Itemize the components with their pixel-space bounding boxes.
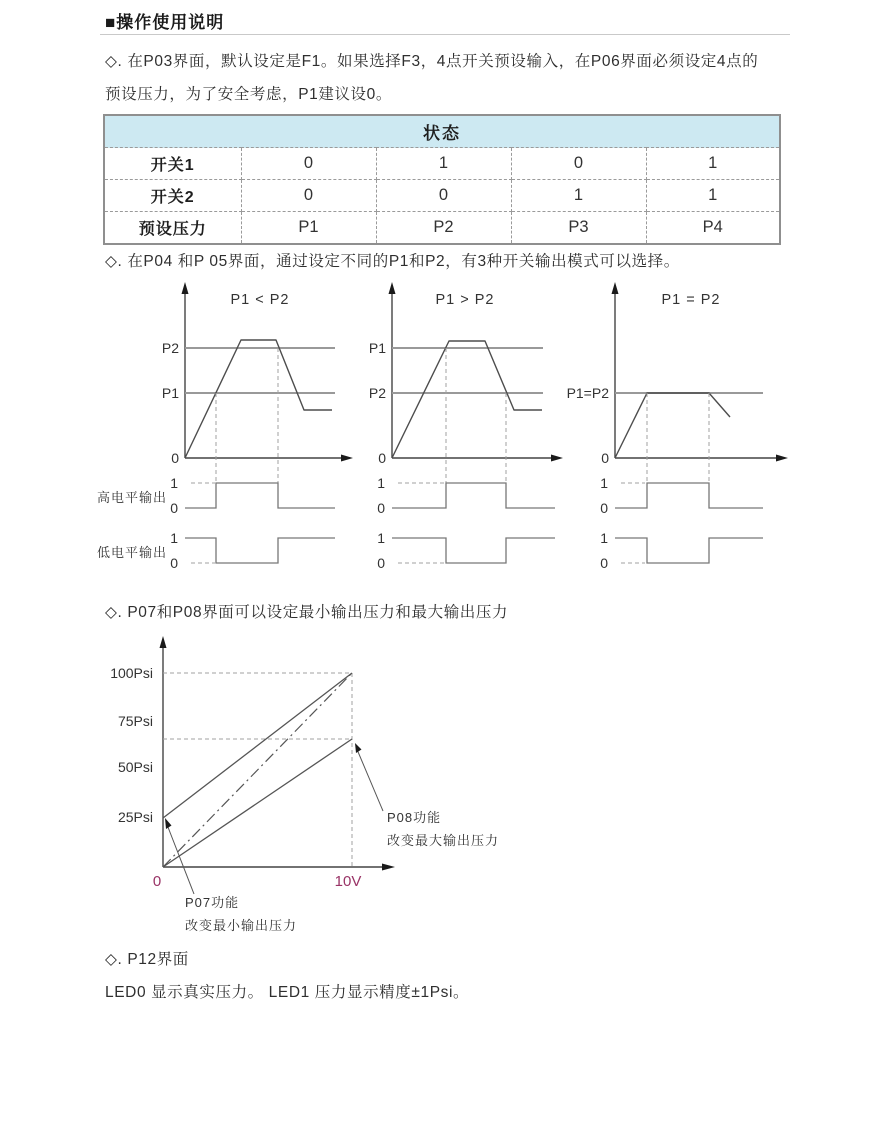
wf-one: 1	[600, 530, 608, 546]
p08-arrow-icon	[355, 743, 362, 753]
x-axis-arrow-icon	[551, 455, 563, 462]
y-axis-arrow-icon	[389, 282, 396, 294]
switch-output-mode-diagrams	[95, 280, 860, 592]
ytick-50psi: 50Psi	[117, 759, 153, 775]
y-axis-arrow-icon	[612, 282, 619, 294]
pressure-curve	[392, 341, 542, 458]
cell: 1	[376, 148, 511, 180]
origin-label: 0	[171, 450, 179, 466]
min-pressure-line	[163, 673, 352, 818]
paragraph-p12: ◇. P12界面	[105, 951, 189, 968]
p07-annotation-line1: P07功能	[185, 895, 240, 910]
cell: P1	[241, 212, 376, 245]
mode-chart-p1-equals-p2	[567, 282, 788, 571]
high-level-output-label: 高电平输出	[97, 490, 168, 505]
y-axis-arrow-icon	[160, 636, 167, 648]
row-label: 预设压力	[104, 212, 241, 245]
paragraph-p03-line1: ◇. 在P03界面，默认设定是F1。如果选择F3，4点开关预设输入，在P06界面必须设定4点的	[105, 53, 759, 70]
p07-leader-line	[166, 822, 194, 894]
low-level-waveform	[185, 538, 335, 563]
level-label-p1: P1	[161, 385, 179, 401]
ytick-25psi: 25Psi	[117, 809, 153, 825]
wf-zero: 0	[170, 555, 178, 571]
max-pressure-line	[163, 739, 352, 867]
page-title: ■操作使用说明	[105, 13, 225, 32]
ytick-100psi: 100Psi	[110, 665, 153, 681]
low-level-waveform	[615, 538, 763, 563]
high-level-waveform	[392, 483, 555, 508]
table-row-switch1	[104, 148, 780, 180]
pressure-curve	[185, 340, 332, 458]
p07-arrow-icon	[165, 818, 172, 829]
title-divider	[100, 34, 790, 35]
p08-annotation-line2: 改变最大输出压力	[387, 833, 500, 848]
output-pressure-chart	[95, 635, 795, 935]
origin-label: 0	[378, 450, 386, 466]
default-pressure-line	[163, 673, 352, 867]
preset-state-table	[103, 114, 781, 245]
wf-zero: 0	[377, 555, 385, 571]
x-axis-arrow-icon	[382, 864, 395, 871]
p08-leader-line	[356, 747, 383, 811]
chart-title: P1 = P2	[661, 292, 721, 308]
cell: 0	[241, 148, 376, 180]
cell: P4	[646, 212, 780, 245]
level-label-p1: P1	[368, 340, 386, 356]
table-row-switch2	[104, 180, 780, 212]
wf-zero: 0	[600, 555, 608, 571]
row-label: 开关2	[104, 180, 241, 212]
table-row-preset-pressure	[104, 212, 780, 245]
mode-chart-p1-less-p2	[97, 282, 353, 571]
level-label-p1-equals-p2: P1=P2	[566, 385, 609, 401]
cell: 0	[241, 180, 376, 212]
high-level-waveform	[185, 483, 335, 508]
cell: 0	[511, 148, 646, 180]
p07-annotation-line2: 改变最小输出压力	[185, 918, 298, 933]
cell: 1	[646, 180, 780, 212]
wf-zero: 0	[377, 500, 385, 516]
x-axis-arrow-icon	[341, 455, 353, 462]
wf-one: 1	[170, 530, 178, 546]
wf-one: 1	[377, 475, 385, 491]
paragraph-p04-p05: ◇. 在P04 和P 05界面，通过设定不同的P1和P2，有3种开关输出模式可以选择。	[105, 253, 680, 270]
level-label-p2: P2	[161, 340, 179, 356]
y-axis-arrow-icon	[182, 282, 189, 294]
xtick-zero: 0	[152, 873, 162, 890]
table-header-status: 状态	[104, 115, 780, 148]
cell: 1	[646, 148, 780, 180]
xtick-10v: 10V	[334, 873, 362, 890]
origin-label: 0	[601, 450, 609, 466]
paragraph-p03-line2: 预设压力，为了安全考虑，P1建议设0。	[105, 86, 392, 103]
paragraph-p07-p08: ◇. P07和P08界面可以设定最小输出压力和最大输出压力	[105, 604, 509, 621]
pressure-curve	[615, 393, 730, 458]
mode-chart-p1-greater-p2	[369, 282, 563, 571]
paragraph-led: LED0 显示真实压力。 LED1 压力显示精度±1Psi。	[105, 984, 470, 1001]
row-label: 开关1	[104, 148, 241, 180]
high-level-waveform	[615, 483, 763, 508]
ytick-75psi: 75Psi	[117, 713, 153, 729]
chart-title: P1 > P2	[435, 292, 495, 308]
cell: P2	[376, 212, 511, 245]
low-level-output-label: 低电平输出	[97, 545, 168, 560]
wf-zero: 0	[600, 500, 608, 516]
cell: 1	[511, 180, 646, 212]
cell: P3	[511, 212, 646, 245]
low-level-waveform	[392, 538, 555, 563]
level-label-p2: P2	[368, 385, 386, 401]
chart-title: P1 < P2	[230, 292, 290, 308]
p08-annotation-line1: P08功能	[387, 810, 442, 825]
wf-one: 1	[170, 475, 178, 491]
wf-one: 1	[377, 530, 385, 546]
cell: 0	[376, 180, 511, 212]
x-axis-arrow-icon	[776, 455, 788, 462]
wf-one: 1	[600, 475, 608, 491]
wf-zero: 0	[170, 500, 178, 516]
